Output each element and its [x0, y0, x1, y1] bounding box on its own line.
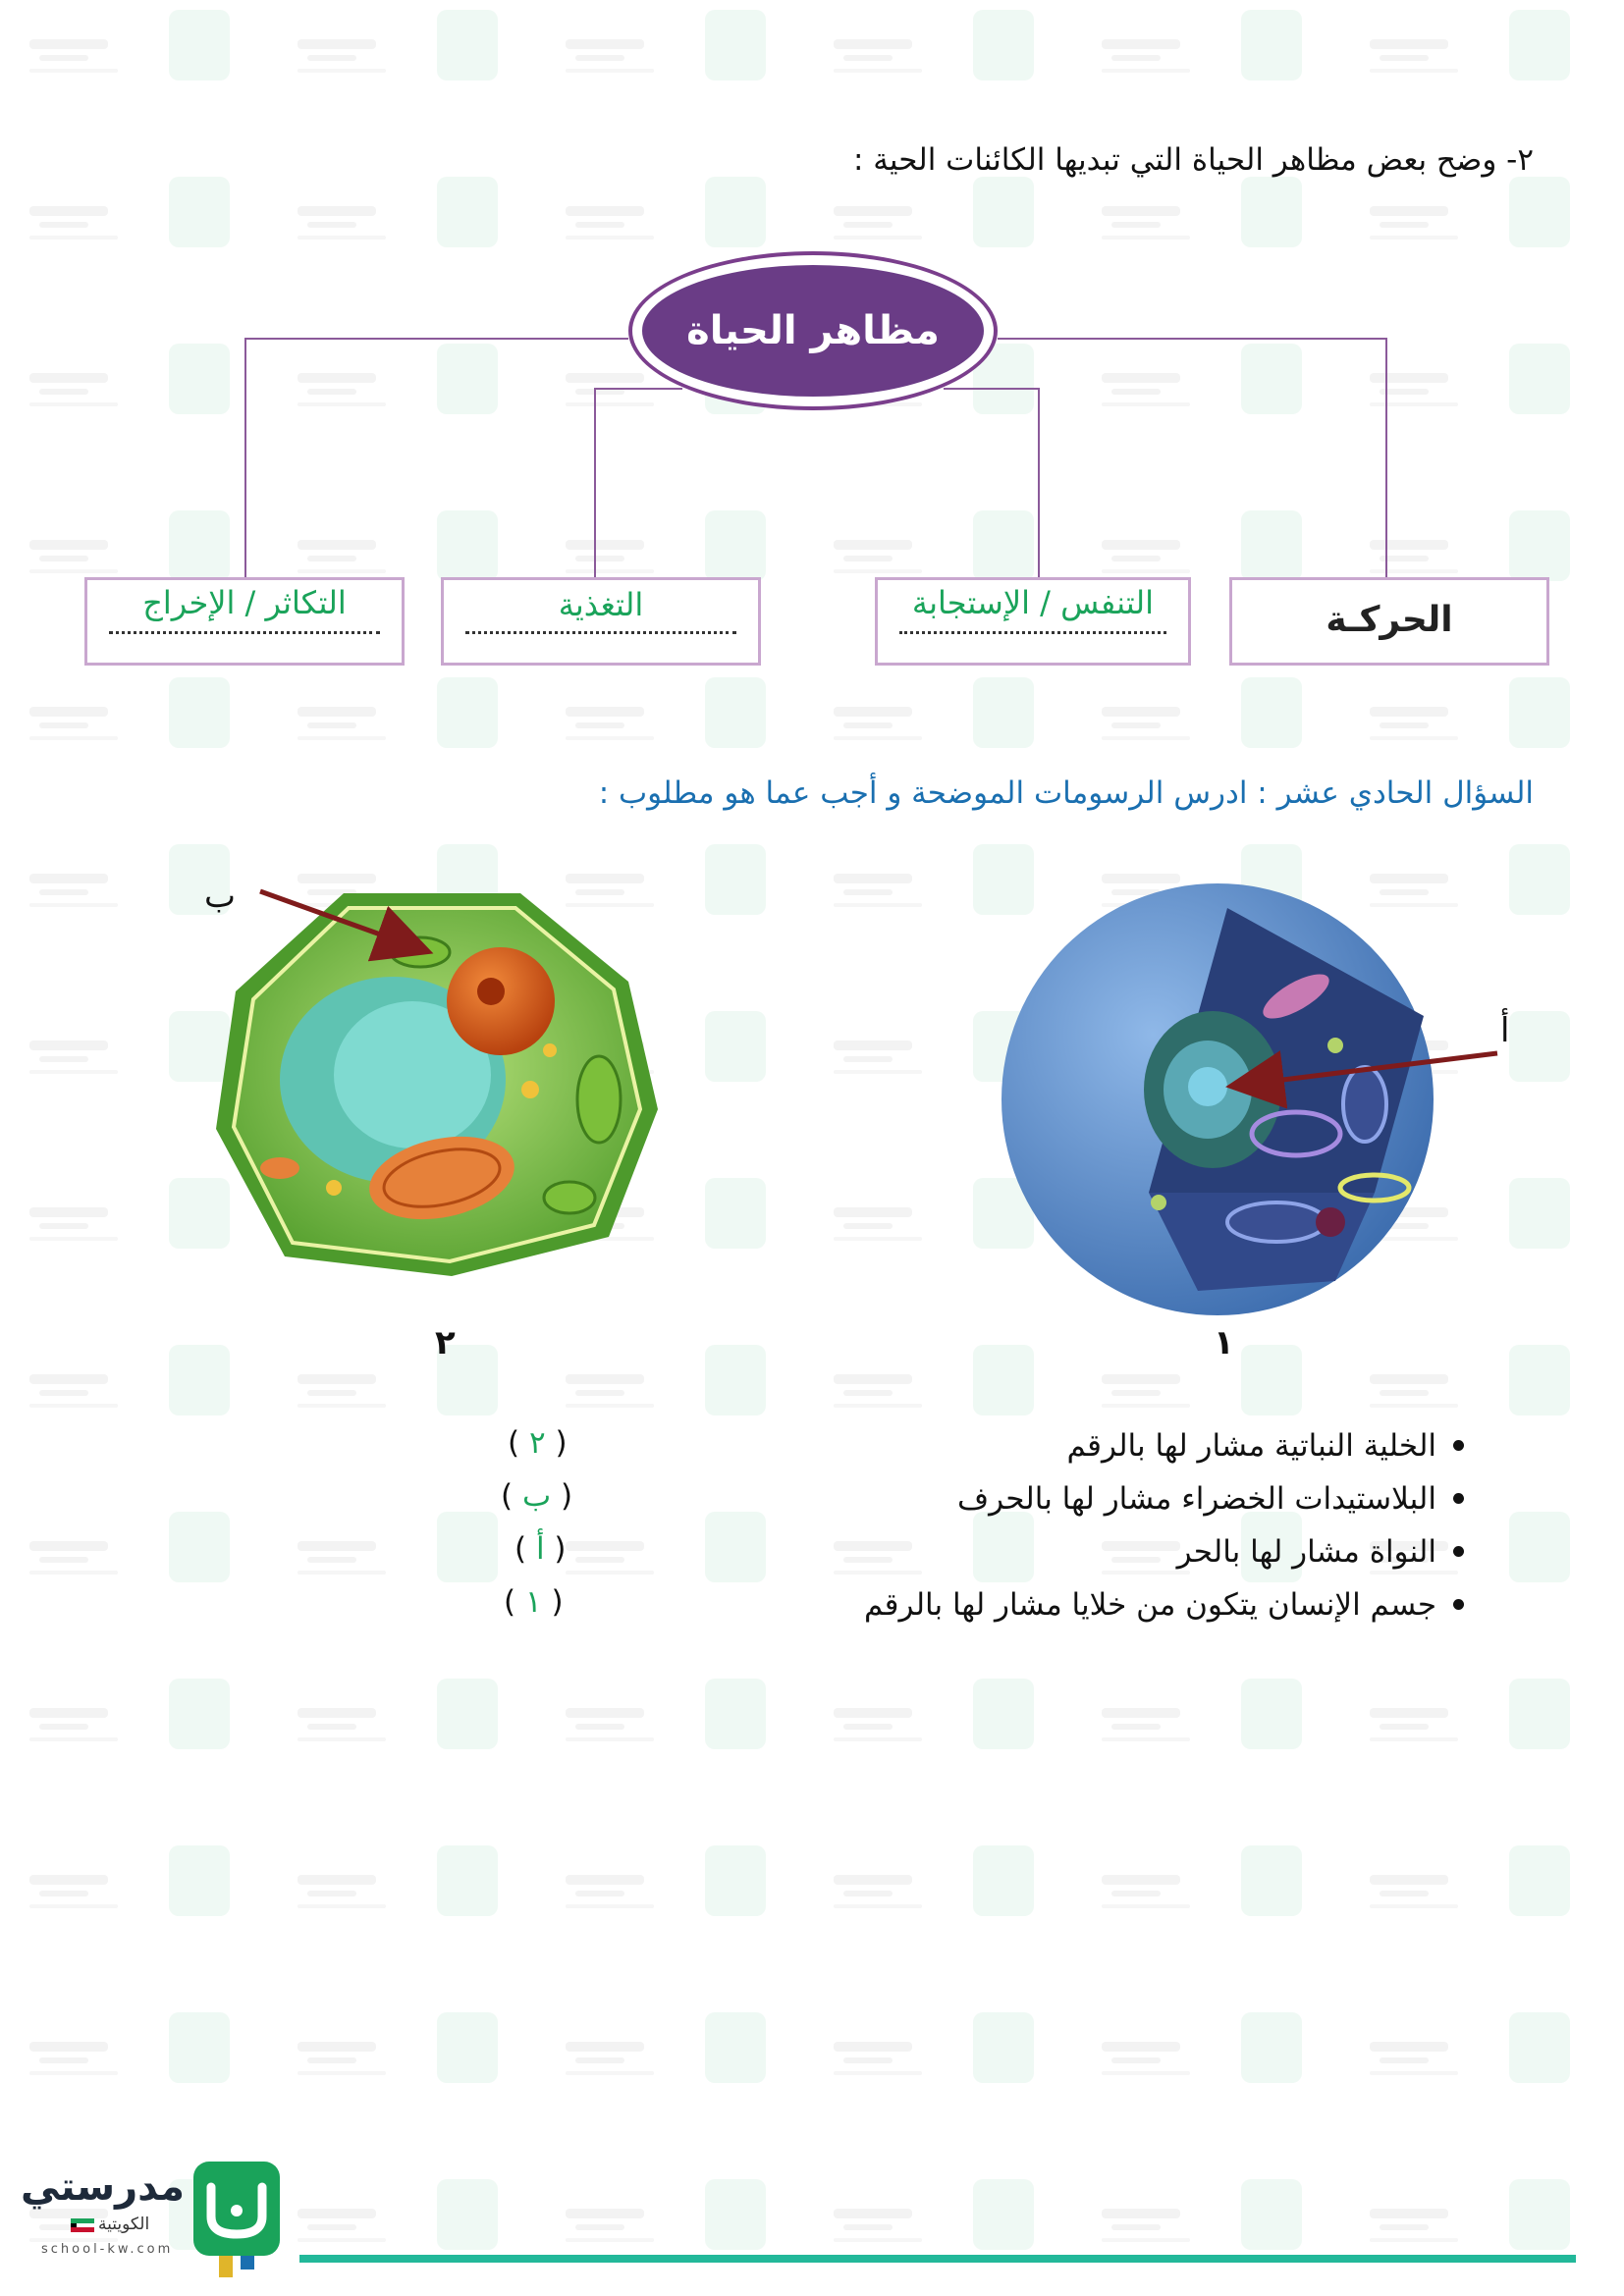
- answer-slot: ( ١ ): [504, 1584, 564, 1620]
- box-movement-label: الحركـة: [1326, 600, 1453, 640]
- answer-reproduction-excretion: التكاثر / الإخراج: [142, 584, 347, 621]
- center-label: مظاهر الحياة: [642, 265, 984, 397]
- footer-rule: [299, 2255, 1576, 2263]
- pointer-label-b: ب: [204, 877, 237, 916]
- arrow-b: [260, 891, 424, 950]
- pointer-label-a: أ: [1500, 1011, 1510, 1050]
- figure-number-2: ٢: [435, 1323, 456, 1362]
- arrow-a: [1235, 1053, 1497, 1086]
- brand-sub: الكويتية: [98, 2215, 150, 2234]
- bullet-icon: [1453, 1546, 1464, 1557]
- statement-text: الخلية النباتية مشار لها بالرقم: [1066, 1428, 1436, 1464]
- statement-text: النواة مشار لها بالحر: [1176, 1534, 1436, 1570]
- bullet-icon: [1453, 1493, 1464, 1504]
- answer-value: أ: [535, 1531, 545, 1567]
- statement-text: البلاستيدات الخضراء مشار لها بالحرف: [957, 1481, 1436, 1517]
- brand-logo-icon: [189, 2158, 284, 2285]
- answer-value: ١: [524, 1584, 542, 1620]
- question-11-prompt: السؤال الحادي عشر : ادرس الرسومات الموضحة و أجب عما هو مطلوب :: [598, 775, 1534, 811]
- figure-number-1: ١: [1214, 1323, 1234, 1362]
- brand-site: school-kw.com: [41, 2242, 174, 2257]
- answer-value: ب: [521, 1478, 552, 1514]
- brand-name: مدرستي: [20, 2164, 185, 2210]
- answer-nutrition: التغذية: [558, 586, 644, 623]
- kuwait-flag-icon: [71, 2218, 94, 2232]
- answer-respiration-response: التنفس / الإستجابة: [911, 584, 1155, 621]
- life-aspects-center-node: [628, 251, 998, 410]
- bullet-icon: [1453, 1599, 1464, 1610]
- question-2-prompt: ٢- وضح بعض مظاهر الحياة التي تبديها الكائنات الحية :: [852, 142, 1534, 178]
- answer-slot: ( ٢ ): [508, 1425, 568, 1461]
- bullet-icon: [1453, 1440, 1464, 1451]
- answer-value: ٢: [528, 1425, 546, 1461]
- answer-slot: ( ب ): [501, 1478, 573, 1514]
- answer-slot: ( أ ): [514, 1531, 567, 1567]
- statement-text: جسم الإنسان يتكون من خلايا مشار لها بالرقم: [864, 1587, 1436, 1623]
